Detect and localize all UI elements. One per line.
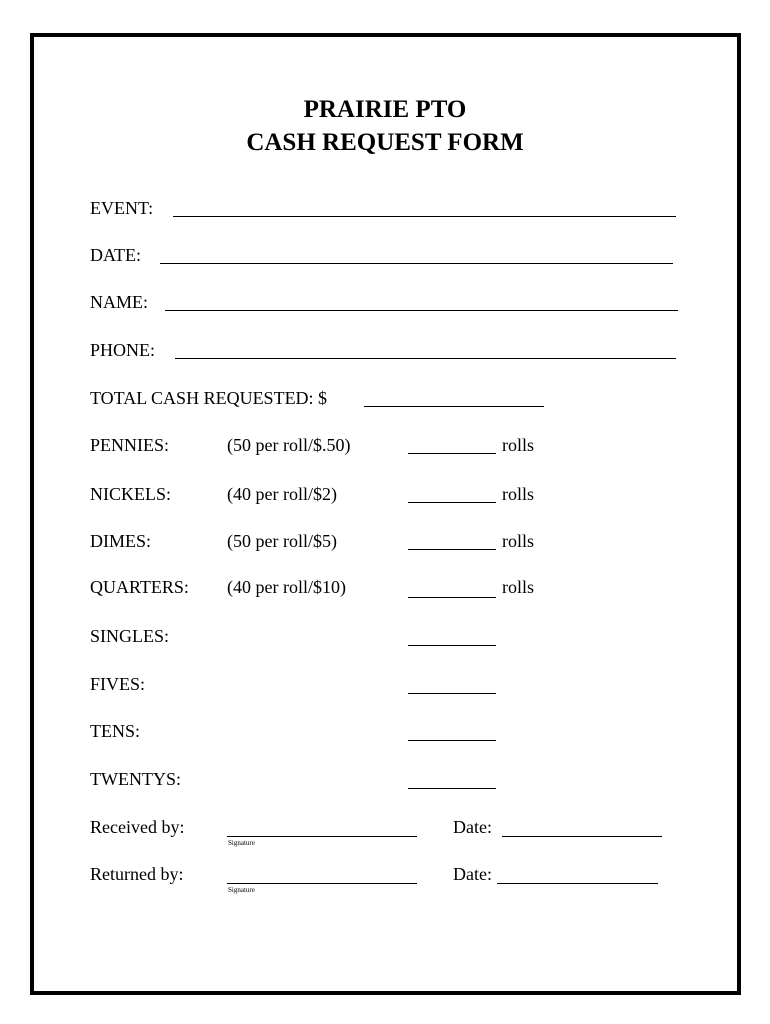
form-title-line1: PRAIRIE PTO xyxy=(303,96,467,123)
fives-label: FIVES: xyxy=(90,674,146,694)
phone-label: PHONE: xyxy=(90,340,156,360)
pennies-field[interactable] xyxy=(408,453,496,454)
received-signature-field[interactable] xyxy=(227,836,417,837)
nickels-info: (40 per roll/$2) xyxy=(227,484,337,504)
name-label: NAME: xyxy=(90,292,148,312)
nickels-label: NICKELS: xyxy=(90,484,171,504)
received-signature-caption: Signature xyxy=(228,839,255,847)
quarters-unit: rolls xyxy=(502,577,535,597)
event-field[interactable] xyxy=(173,216,676,217)
quarters-field[interactable] xyxy=(408,597,496,598)
twentys-label: TWENTYS: xyxy=(90,769,181,789)
event-label: EVENT: xyxy=(90,198,154,218)
tens-field[interactable] xyxy=(408,740,496,741)
total-cash-field[interactable] xyxy=(364,406,544,407)
page-border xyxy=(30,33,741,995)
fives-field[interactable] xyxy=(408,693,496,694)
nickels-unit: rolls xyxy=(502,484,535,504)
returned-date-field[interactable] xyxy=(497,883,658,884)
pennies-info: (50 per roll/$.50) xyxy=(227,435,351,455)
dimes-info: (50 per roll/$5) xyxy=(227,531,337,551)
quarters-info: (40 per roll/$10) xyxy=(227,577,346,597)
phone-field[interactable] xyxy=(175,358,676,359)
singles-label: SINGLES: xyxy=(90,626,170,646)
returned-by-label: Returned by: xyxy=(90,864,184,884)
returned-signature-caption: Signature xyxy=(228,886,255,894)
tens-label: TENS: xyxy=(90,721,141,741)
returned-signature-field[interactable] xyxy=(227,883,417,884)
received-date-field[interactable] xyxy=(502,836,662,837)
nickels-field[interactable] xyxy=(408,502,496,503)
date-label: DATE: xyxy=(90,245,141,265)
returned-date-label: Date: xyxy=(453,864,492,884)
pennies-label: PENNIES: xyxy=(90,435,170,455)
date-field[interactable] xyxy=(160,263,673,264)
form-title-line2: CASH REQUEST FORM xyxy=(246,129,524,156)
pennies-unit: rolls xyxy=(502,435,535,455)
received-date-label: Date: xyxy=(453,817,492,837)
total-cash-label: TOTAL CASH REQUESTED: $ xyxy=(90,388,328,408)
name-field[interactable] xyxy=(165,310,678,311)
dimes-label: DIMES: xyxy=(90,531,152,551)
quarters-label: QUARTERS: xyxy=(90,577,189,597)
received-by-label: Received by: xyxy=(90,817,185,837)
dimes-unit: rolls xyxy=(502,531,535,551)
twentys-field[interactable] xyxy=(408,788,496,789)
singles-field[interactable] xyxy=(408,645,496,646)
dimes-field[interactable] xyxy=(408,549,496,550)
